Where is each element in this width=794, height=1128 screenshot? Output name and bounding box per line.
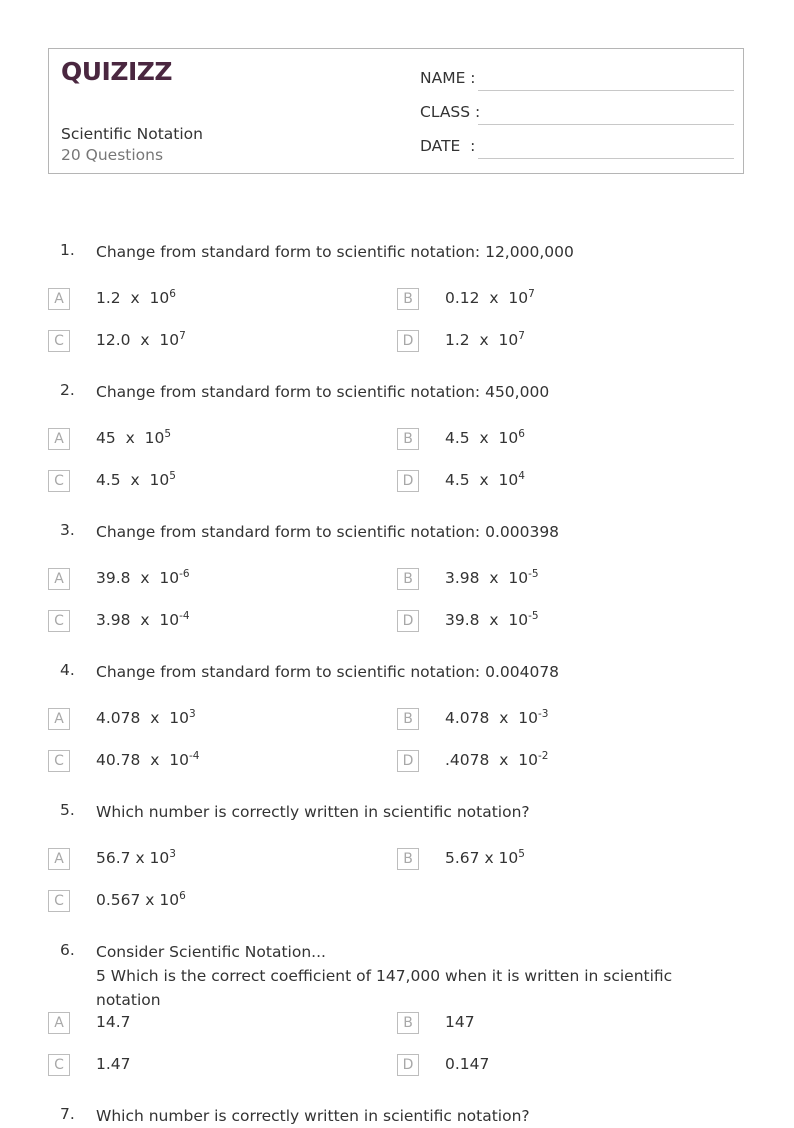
option-letter-box[interactable]: D	[397, 330, 419, 352]
option-letter-box[interactable]: C	[48, 470, 70, 492]
option-exponent: -4	[179, 610, 190, 622]
option-text	[445, 849, 525, 867]
question-text: Change from standard form to scientific notation: 0.004078	[96, 663, 560, 681]
question-text: Change from standard form to scientific notation: 0.000398	[96, 523, 560, 541]
option-exponent: -3	[537, 708, 549, 720]
option-coefficient: 40.78 x 10	[96, 751, 189, 769]
option-text	[96, 289, 176, 307]
option-exponent: -6	[179, 568, 190, 580]
option-text	[96, 849, 176, 867]
option-letter-box[interactable]: A	[48, 568, 70, 590]
option-letter-box[interactable]: B	[397, 848, 419, 870]
option-coefficient: 4.078 x 10	[445, 709, 538, 727]
question-number: 7.	[60, 1105, 75, 1123]
option-exponent: 6	[169, 288, 176, 300]
option-exponent: -5	[528, 568, 539, 580]
option-letter-box[interactable]: D	[397, 470, 419, 492]
option-letter-box[interactable]: B	[397, 1012, 419, 1034]
option-coefficient: 4.5 x 10	[445, 471, 519, 489]
name-line[interactable]	[478, 90, 734, 91]
option-text	[96, 1013, 131, 1031]
class-field[interactable]	[420, 103, 734, 127]
question-number: 2.	[60, 381, 75, 399]
date-label: DATE :	[420, 137, 476, 155]
name-label: NAME :	[420, 69, 476, 87]
option-text	[96, 891, 186, 909]
worksheet-header	[48, 48, 744, 174]
option-text	[96, 569, 190, 587]
option-coefficient: 4.5 x 10	[445, 429, 519, 447]
option-text	[445, 471, 525, 489]
date-field[interactable]	[420, 137, 734, 161]
option-exponent: 3	[169, 848, 176, 860]
option-coefficient: 39.8 x 10	[445, 611, 529, 629]
option-exponent: 6	[518, 428, 525, 440]
option-coefficient: 4.5 x 10	[96, 471, 170, 489]
option-letter-box[interactable]: D	[397, 750, 419, 772]
option-exponent: 5	[169, 470, 176, 482]
option-letter-box[interactable]: B	[397, 288, 419, 310]
question-number: 4.	[60, 661, 75, 679]
option-exponent: 5	[518, 848, 525, 860]
option-exponent: 6	[179, 890, 186, 902]
option-text	[96, 331, 186, 349]
option-letter-box[interactable]: C	[48, 1054, 70, 1076]
option-letter-box[interactable]: B	[397, 568, 419, 590]
option-coefficient: 39.8 x 10	[96, 569, 180, 587]
option-letter-box[interactable]: D	[397, 610, 419, 632]
option-exponent: 5	[164, 428, 172, 440]
question-number: 5.	[60, 801, 75, 819]
question-number: 6.	[60, 941, 75, 959]
class-label: CLASS :	[420, 103, 481, 121]
question-text: Which number is correctly written in scientific notation?	[96, 1107, 530, 1125]
option-text	[96, 1055, 131, 1073]
question-text: Change from standard form to scientific notation: 450,000	[96, 383, 550, 401]
option-exponent: 7	[179, 330, 186, 342]
option-letter-box[interactable]: C	[48, 610, 70, 632]
option-letter-box[interactable]: B	[397, 428, 419, 450]
option-exponent: 7	[528, 288, 535, 300]
option-coefficient: .4078 x 10	[445, 751, 538, 769]
option-exponent: 7	[518, 330, 525, 342]
option-coefficient: 0.147	[445, 1055, 490, 1073]
option-coefficient: 0.12 x 10	[445, 289, 529, 307]
option-coefficient: 1.47	[96, 1055, 131, 1073]
option-coefficient: 4.078 x 10	[96, 709, 189, 727]
option-letter-box[interactable]: A	[48, 708, 70, 730]
option-text	[445, 709, 548, 727]
option-text	[96, 751, 199, 769]
question-text: Change from standard form to scientific notation: 12,000,000	[96, 243, 574, 261]
option-coefficient: 0.567 x 10	[96, 891, 180, 909]
option-coefficient: 3.98 x 10	[445, 569, 529, 587]
option-letter-box[interactable]: A	[48, 1012, 70, 1034]
question-number: 3.	[60, 521, 75, 539]
option-letter-box[interactable]: D	[397, 1054, 419, 1076]
question-text: Consider Scientific Notation...	[96, 943, 326, 961]
worksheet-title: Scientific Notation	[61, 125, 203, 143]
question-count: 20 Questions	[61, 146, 164, 164]
option-letter-box[interactable]: C	[48, 890, 70, 912]
option-letter-box[interactable]: C	[48, 330, 70, 352]
class-line[interactable]	[478, 124, 734, 125]
option-letter-box[interactable]: A	[48, 428, 70, 450]
option-letter-box[interactable]: A	[48, 848, 70, 870]
option-text	[96, 471, 176, 489]
question-number: 1.	[60, 241, 75, 259]
option-coefficient: 14.7	[96, 1013, 131, 1031]
option-text	[445, 1055, 489, 1073]
option-letter-box[interactable]: B	[397, 708, 419, 730]
option-letter-box[interactable]: A	[48, 288, 70, 310]
option-coefficient: 56.7 x 10	[96, 849, 170, 867]
option-coefficient: 3.98 x 10	[96, 611, 180, 629]
option-coefficient: 1.2 x 10	[445, 331, 519, 349]
option-coefficient: 45 x 10	[96, 429, 165, 447]
option-text	[96, 709, 196, 727]
option-exponent: -2	[537, 750, 549, 762]
option-coefficient: 5.67 x 10	[445, 849, 519, 867]
option-exponent: -5	[528, 610, 539, 622]
option-text	[96, 611, 190, 629]
option-text	[445, 569, 539, 587]
option-coefficient: 1.2 x 10	[96, 289, 170, 307]
option-coefficient: 12.0 x 10	[96, 331, 180, 349]
option-text	[96, 429, 171, 447]
name-field[interactable]	[420, 69, 734, 93]
option-text	[445, 1013, 475, 1031]
option-text	[445, 331, 525, 349]
option-coefficient: 147	[445, 1013, 475, 1031]
option-text	[445, 751, 548, 769]
option-text	[445, 289, 535, 307]
date-line[interactable]	[478, 158, 734, 159]
question-text: Which number is correctly written in scientific notation?	[96, 803, 530, 821]
option-exponent: 4	[518, 470, 525, 482]
option-text	[445, 611, 539, 629]
option-text	[445, 429, 525, 447]
option-letter-box[interactable]: C	[48, 750, 70, 772]
question-text: 5 Which is the correct coefficient of 147,000 when it is written in scientific notation	[96, 967, 673, 1009]
quizizz-logo: QUIZIZZ	[61, 57, 173, 86]
option-exponent: -4	[188, 750, 200, 762]
option-exponent: 3	[188, 708, 196, 720]
